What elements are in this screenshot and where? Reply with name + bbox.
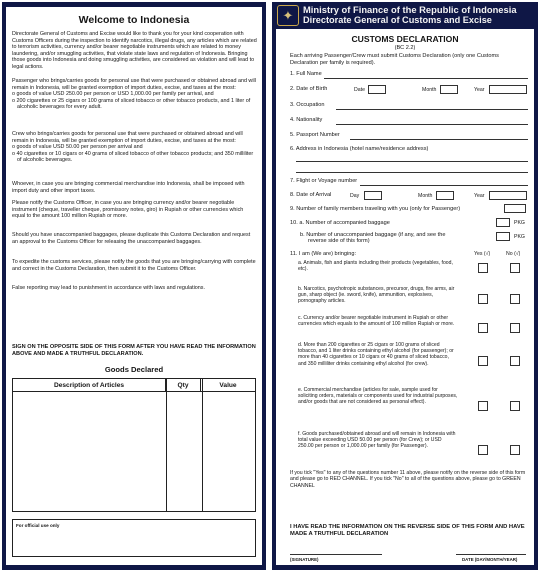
dob-month-input[interactable] (440, 85, 458, 94)
animals-no-checkbox[interactable] (510, 263, 520, 273)
passport-input[interactable] (350, 139, 528, 140)
goods-declared-table (12, 378, 256, 512)
narcotics-yes-checkbox[interactable] (478, 294, 488, 304)
crew-allowance: Crew who brings/carries goods for personal use that were purchased or obtained abroad and will remain in Indonesia, will be granted exemption of import duties, excise, and taxes at the most: o goods of value USD 50.00 per person per arrival and o 40 cigarettes or 10 cigars or 40 grams of sliced tobacco of other tobacco products; and 350 milliliter of alcoholic beverages. (12, 131, 257, 164)
field-nationality-label: 4. Nationality (290, 117, 323, 123)
field-bringing-label: 11. I am (We are) bringing: (290, 251, 357, 257)
yes-column-label: Yes (√) (474, 251, 491, 257)
accompanied-baggage-input[interactable] (496, 218, 510, 227)
full-name-input[interactable] (324, 78, 528, 79)
field-passport-label: 5. Passport Number (290, 132, 340, 138)
ministry-name: Ministry of Finance of the Republic of Indonesia (303, 4, 517, 15)
arrival-year-input[interactable] (489, 191, 527, 200)
dob-date-label: Date (354, 87, 365, 93)
passenger-bullet-value: o goods of value USD 250.00 per person or USD 1,000.00 per family per arrival, and (12, 91, 214, 97)
dob-date-input[interactable] (368, 85, 386, 94)
arrival-month-label: Month (418, 193, 433, 199)
ministry-header (272, 3, 538, 29)
dob-year-input[interactable] (489, 85, 527, 94)
date-label: DATE (DAY/MONTH/YEAR) (462, 557, 518, 562)
item-tobacco-alcohol: d. More than 200 cigarettes or 25 cigars or 100 grams of sliced tobacco, and 1 liter drinks containing ethyl alcohol (for passenger); or more than 40 cigarettes or 10 cigars or 40 grams of sliced tobacco, and 350 milliliter drinks containing ethyl alcohol (for crew). (298, 342, 454, 367)
false-reporting-paragraph: False reporting may lead to punishment in accordance with laws and regulations. (12, 285, 205, 291)
sign-instruction: SIGN ON THE OPPOSITE SIDE OF THIS FORM AFTER YOU HAVE READ THE INFORMATION ABOVE AND MADE A TRUTHFUL DECLARATION. (12, 344, 256, 357)
item-animals-plants: a. Animals, fish and plants including their products (vegetables, food, etc). (298, 260, 453, 273)
goods-header-description: Description of Articles (13, 379, 166, 391)
commercial-no-checkbox[interactable] (510, 401, 520, 411)
field-full-name-label: 1. Full Name (290, 71, 322, 77)
dob-year-label: Year (474, 87, 485, 93)
signature-label: (SIGNATURE) (290, 557, 319, 562)
nationality-input[interactable] (336, 124, 528, 125)
item-currency: c. Currency and/or bearer negotiable instrument in Rupiah or other currencies which equals to the amount of 100 million Rupiah or more. (298, 315, 455, 328)
currency-no-checkbox[interactable] (510, 323, 520, 333)
currency-paragraph: Please notify the Customs Officer, in case you are bringing currency and/or bearer negotiable instrument (cheque, traveller cheque, promissory notes, giro) in Rupiah or other currencies which equal to the amount 100 million Rupiah or more. (12, 200, 244, 219)
arrival-year-label: Year (474, 193, 485, 199)
welcome-sheet (6, 7, 262, 565)
item-narcotics-weapons: b. Narcotics, psychotropic substances, precursor, drugs, fire arms, air gun, sharp object (ie. sword, knife), ammunition, explosives, pornography articles. (298, 286, 455, 305)
passenger-bullet-tobacco: o 200 cigarettes or 25 cigars or 100 grams of sliced tobacco or other tobacco products, and 1 liter of alcoholic beverages for every adult. (12, 97, 251, 110)
intro-paragraph: Directorate General of Customs and Excise would like to thank you for your kind cooperation with Customs Officers during the inspection to identify narcotics, illegal drugs, any articles which are related to terrorism activities, currency and/or bearer negotiable instruments which are related to money laundering, and/or smuggling activities, that violate state laws and regulation of Indonesia. Bringing those goods into Indonesia and doing smuggling activities, are considered as violation and will lead to legal actions. (12, 31, 257, 70)
field-family-label: 9. Number of family members traveling with you (only for Passenger) (290, 206, 461, 212)
tobacco-no-checkbox[interactable] (510, 356, 520, 366)
unaccompanied-baggage-input[interactable] (496, 232, 510, 241)
goods-table-header (13, 379, 255, 392)
tobacco-yes-checkbox[interactable] (478, 356, 488, 366)
form-instruction: Each arriving Passenger/Crew must submit Customs Declaration (only one Customs Declaration per family is required). (290, 53, 499, 66)
welcome-page (2, 2, 266, 570)
item-commercial: e. Commercial merchandise (articles for sale, sample used for soliciting orders, materials or components used for industrial purposes, and/or goods that are not considered as personal effect). (298, 387, 458, 406)
narcotics-no-checkbox[interactable] (510, 294, 520, 304)
goods-column-divider (202, 379, 203, 511)
official-use-box (12, 519, 256, 557)
field-unaccompanied-label: b. Number of unaccompanied baggage (if any, and see the (300, 232, 446, 238)
arrival-day-label: Day (350, 193, 360, 199)
field-unaccompanied-note: reverse side of this form) (308, 238, 370, 244)
unaccompanied-paragraph: Should you have unaccompanied baggages, please duplicate this Customs Declaration and request an approval to the Customs Officer for releasing the unaccompanied baggages. (12, 232, 251, 245)
field-dob-label: 2. Date of Birth (290, 86, 328, 92)
crew-bullet-value: o goods of value USD 50.00 per person per arrival and (12, 144, 143, 150)
animals-yes-checkbox[interactable] (478, 263, 488, 273)
official-use-label: For official use only (16, 523, 60, 528)
family-members-input[interactable] (504, 204, 526, 213)
flight-input[interactable] (360, 185, 528, 186)
form-title: CUSTOMS DECLARATION (351, 34, 459, 44)
arrival-day-input[interactable] (364, 191, 382, 200)
currency-yes-checkbox[interactable] (478, 323, 488, 333)
form-code: (BC 2.2) (394, 45, 416, 51)
directorate-name: Directorate General of Customs and Excise (303, 15, 492, 25)
goods-header-qty: Qty (166, 379, 201, 391)
arrival-month-input[interactable] (436, 191, 454, 200)
goods-header-value: Value (219, 381, 237, 389)
garuda-emblem-icon: ✦ (277, 5, 299, 26)
field-flight-label: 7. Flight or Voyage number (290, 178, 358, 184)
occupation-input[interactable] (336, 109, 528, 110)
passenger-allowance: Passenger who brings/carries goods for personal use that were purchased or obtained abroad and will remain in Indonesia, will be granted exemption of import duties, excise, and taxes at the most: o goods of value USD 250.00 per person or USD 1,000.00 per family per arrival, and o 200 cigarettes or 25 cigars or 100 grams of sliced tobacco or other tobacco products, and 1 liter of alcoholic beverages for every adult. (12, 78, 256, 110)
accompanied-pkg-label: PKG (514, 220, 525, 226)
item-purchased-goods: f. Goods purchased/obtained abroad and will remain in Indonesia with total value exceeding USD 50.00 per person (for Crew); or USD 250.00 per person or 1,000.00 per family (for Passenger). (298, 431, 456, 450)
dob-month-label: Month (422, 87, 437, 93)
address-input-line-1[interactable] (296, 161, 528, 162)
field-arrival-label: 8. Date of Arrival (290, 192, 332, 198)
address-input-line-2[interactable] (296, 172, 528, 173)
unaccompanied-pkg-label: PKG (514, 234, 525, 240)
expedite-paragraph: To expedite the customs services, please notify the goods that you are bringing/carrying with complete and correct in the Customs Declaration, then submit it to the Customs Officer. (12, 259, 256, 272)
declaration-page (272, 2, 538, 570)
commercial-paragraph: Whoever, in case you are bringing commercial merchandise into Indonesia, shall be imposed with import duty and other import taxes. (12, 181, 245, 194)
signature-line[interactable] (290, 554, 382, 555)
field-address-label: 6. Address in Indonesia (hotel name/residence address) (290, 146, 429, 152)
goods-declared-title: Goods Declared (104, 365, 164, 374)
goods-column-divider (166, 379, 167, 511)
channel-note: If you tick "Yes" to any of the questions number 11 above, please notify on the reverse side of this form and please go to RED CHANNEL. If you tick "No" to all of the questions above, please go to GREEN CHANNEL (290, 470, 526, 489)
purchased-no-checkbox[interactable] (510, 445, 520, 455)
crew-bullet-tobacco: o 40 cigarettes or 10 cigars or 40 grams of sliced tobacco of other tobacco products; and 350 milliliter of alcoholic beverages. (12, 150, 254, 163)
no-column-label: No (√) (506, 251, 521, 257)
field-accompanied-label: 10. a. Number of accompanied baggage (290, 220, 390, 226)
date-line[interactable] (456, 554, 526, 555)
declaration-sheet (276, 29, 534, 565)
field-occupation-label: 3. Occupation (290, 102, 325, 108)
purchased-yes-checkbox[interactable] (478, 445, 488, 455)
declaration-statement: I HAVE READ THE INFORMATION ON THE REVERSE SIDE OF THIS FORM AND HAVE MADE A TRUTHFUL DECLARATION (290, 524, 525, 537)
welcome-title: Welcome to Indonesia (78, 14, 190, 26)
commercial-yes-checkbox[interactable] (478, 401, 488, 411)
